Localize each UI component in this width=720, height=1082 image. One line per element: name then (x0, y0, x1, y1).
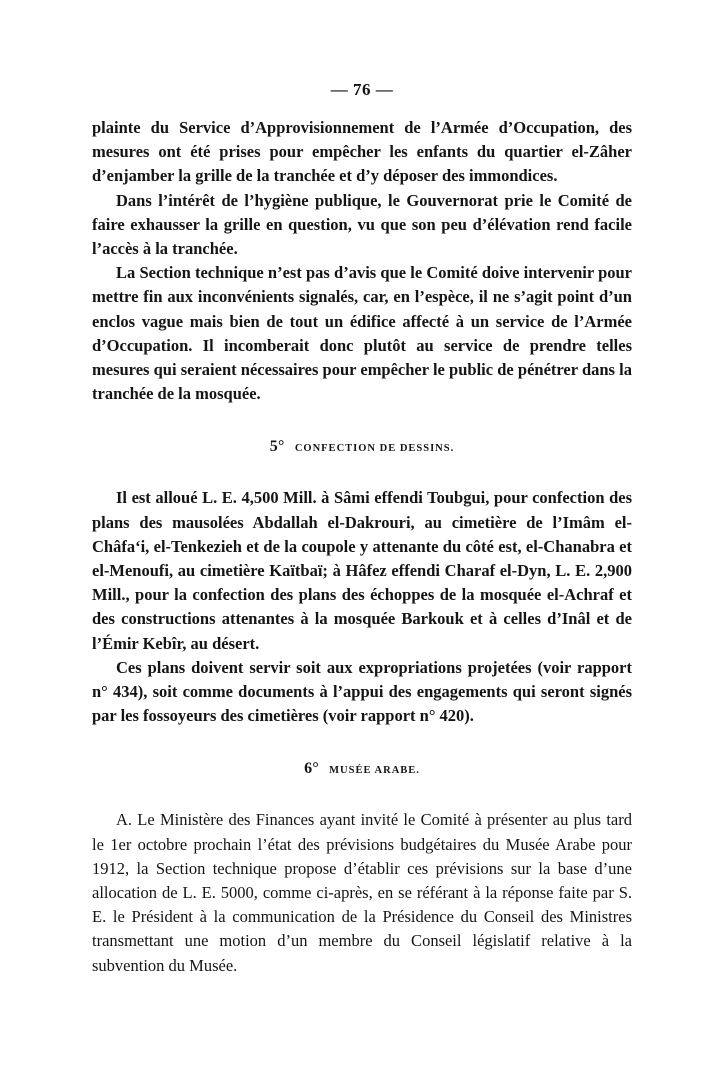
paragraph-hygiene: Dans l’intérêt de l’hygiène publique, le Gouvernorat prie le Comité de faire exhausser la grille en question, vu que son peu d’élévation rend facile l’accès à la tranchée. (92, 190, 632, 259)
section-heading-5 (92, 438, 632, 456)
paragraph-section-technique: La Section technique n’est pas d’avis que le Comité doive intervenir pour mettre fin aux inconvénients signalés, car, en l’espèce, il ne s’agit point d’un enclos vague mais bien de tout un édifice affecté à un service de l’Armée d’Occupation. Il incomberait donc plutôt au service de prendre telles mesures qui seraient nécessaires pour empêcher le public de pénétrer dans la tranchée de la mosquée. (92, 263, 632, 404)
section-heading-6 (92, 760, 632, 778)
section-number-5: 5° (269, 438, 285, 456)
paragraph-musee-arabe: A. Le Ministère des Finances ayant invité le Comité à présenter au plus tard le 1er octobre prochain l’état des prévisions budgétaires du Musée Arabe pour 1912, la Section technique propose d’établir ces prévisions sur la base d’une allocation de L. E. 5000, comme ci-après, en se référant à la réponse faite par S. E. le Président à la communication de la Présidence du Conseil des Ministres transmettant une motion d’un membre du Conseil législatif relative à la subvention du Musée. (92, 810, 632, 975)
paragraph-plans: Ces plans doivent servir soit aux expropriations projetées (voir rapport n° 434), soit comme documents à l’appui des engagements qui seront signés par les fossoyeurs des cimetières (voir rapport n° 420). (92, 657, 632, 726)
section-title-6: MUSÉE ARABE. (329, 765, 420, 777)
paragraph-continuation: plainte du Service d’Approvisionnement de l’Armée d’Occupation, des mesures ont été prises pour empêcher les enfants du quartier el-Zâher d’enjamber la grille de la tranchée et d’y déposer des immondices. (92, 118, 632, 186)
section-number-6: 6° (304, 760, 320, 778)
page-number: — 76 — (330, 80, 394, 99)
paragraph-allocation: Il est alloué L. E. 4,500 Mill. à Sâmi effendi Toubgui, pour confection des plans des mausolées Abdallah el-Dakrouri, au cimetière de l’Imâm el-Châfa‘i, el-Tenkezieh et de la coupole y attenante du côté est, el-Chanabra et el-Menoufi, au cimetière Kaïtbaï; à Hâfez effendi Charaf el-Dyn, L. E. 2,900 Mill., pour la confection des plans des échoppes de la mosquée el-Achraf et des constructions attenantes à la mosquée Barkouk et à celles d’Inâl et de l’Émir Kebîr, au désert. (92, 488, 632, 653)
document-page (92, 80, 632, 978)
section-title-5: CONFECTION DE DESSINS. (294, 443, 455, 455)
